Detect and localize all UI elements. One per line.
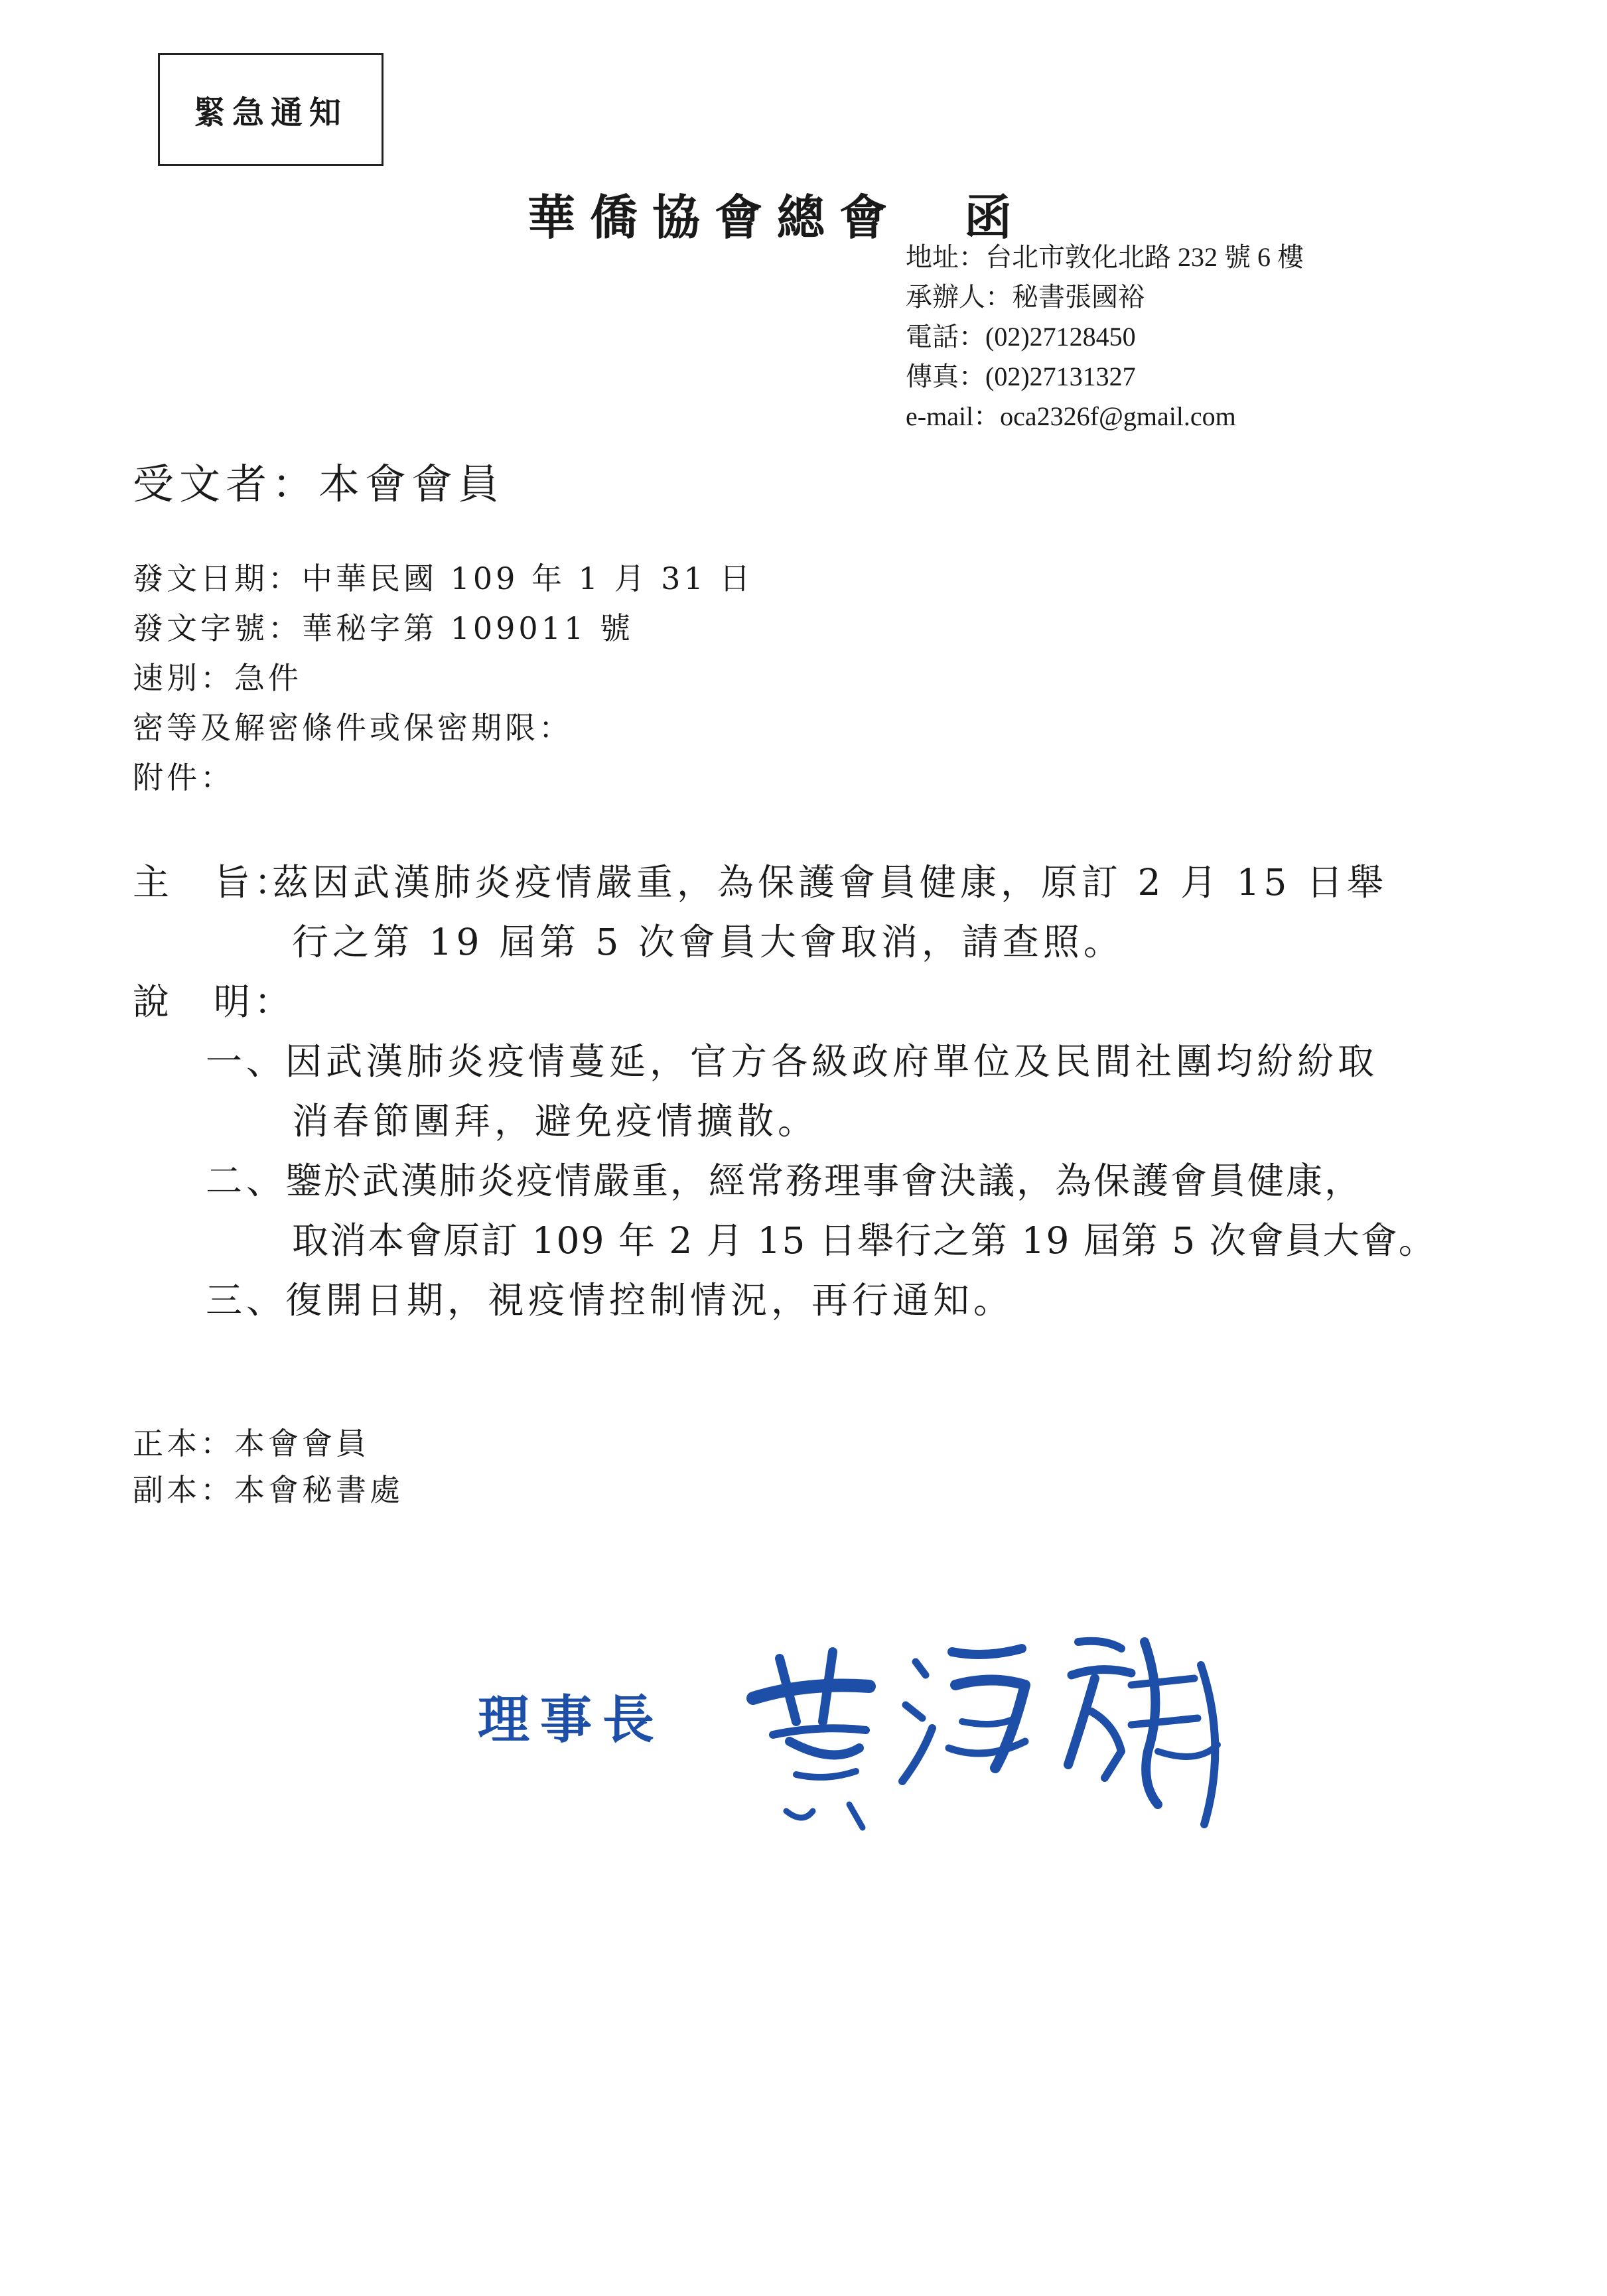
urgent-notice-label: 緊急通知 [193,94,348,131]
handwritten-signature [733,1612,1237,1854]
contact-fax: 傳真：(02)27131327 [906,362,1136,391]
speed-classification: 速別：急件 [133,660,302,696]
subject-label: 主 旨： [133,861,295,904]
explanation-item-line: 鑒於武漢肺炎疫情嚴重，經常務理事會決議，為保護會員健康， [285,1160,1363,1202]
explanation-item-marker: 二、 [206,1160,287,1202]
contact-address: 地址：台北市敦化北路 232 號 6 樓 [906,242,1304,272]
signature-strokes [733,1612,1237,1851]
attachment-field: 附件： [133,760,234,795]
document-number: 發文字號：華秘字第 109011 號 [133,610,634,646]
original-copy-line: 正本：本會會員 [133,1426,370,1461]
confidentiality-field: 密等及解密條件或保密期限： [133,710,573,746]
issue-date: 發文日期：中華民國 109 年 1 月 31 日 [133,561,754,596]
explanation-item-marker: 一、 [206,1040,287,1083]
subject-line-2: 行之第 19 屆第 5 次會員大會取消，請查照。 [292,921,1124,963]
subject-line-1: 茲因武漢肺炎疫情嚴重，為保護會員健康，原訂 2 月 15 日舉 [272,861,1387,904]
explanation-label: 說 明： [133,980,295,1023]
signer-title: 理事長 [478,1690,665,1750]
explanation-item-marker: 三、 [206,1279,287,1321]
explanation-item-line: 因武漢肺炎疫情蔓延，官方各級政府單位及民間社團均紛紛取 [285,1040,1379,1083]
contact-email: e-mail：oca2326f@gmail.com [906,401,1236,431]
contact-phone: 電話：(02)27128450 [906,322,1136,352]
explanation-item-line: 取消本會原訂 109 年 2 月 15 日舉行之第 19 屆第 5 次會員大會。 [292,1219,1436,1262]
urgent-notice-box [158,53,384,166]
organization-title: 華僑協會總會 函 [527,189,1027,245]
duplicate-copy-line: 副本：本會秘書處 [133,1472,403,1508]
recipient-line: 受文者：本會會員 [133,460,505,508]
contact-handler: 承辦人：秘書張國裕 [906,282,1145,312]
explanation-item-line: 復開日期，視疫情控制情況，再行通知。 [285,1279,1014,1321]
explanation-item-line: 消春節團拜，避免疫情擴散。 [292,1100,819,1142]
